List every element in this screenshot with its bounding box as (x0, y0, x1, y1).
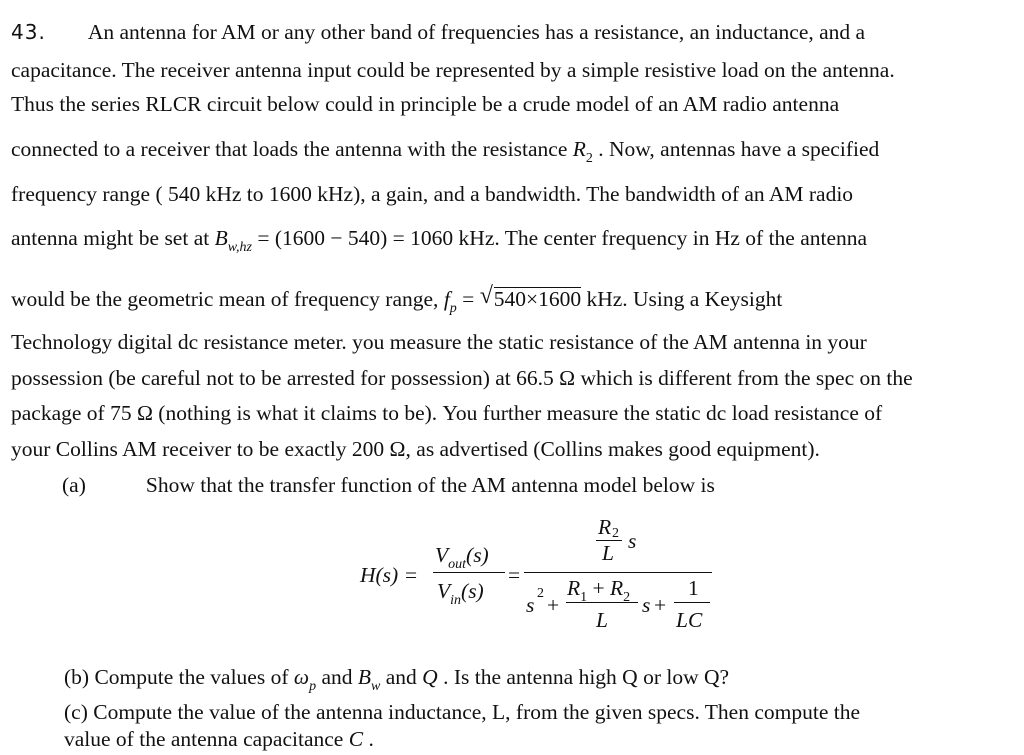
part-a: (a) Show that the transfer function of the AM antenna model below is (62, 473, 715, 497)
var-bw: B (214, 226, 228, 250)
vout: $V_{out}(s)$ (435, 543, 489, 572)
sqrt-expression: √ 540×1600 (479, 283, 582, 311)
formula-lhs: H(s) = (360, 563, 419, 587)
fraction-bar-main (524, 572, 712, 573)
part-a-label: (a) (62, 473, 86, 497)
var-fp: f (443, 287, 450, 311)
transfer-function-formula: H(s) = $V_{out}(s)$ $V_{in}(s)$ = R 2 L s s 2 + $R_1 + R_2$ L s + 1 LC (360, 515, 720, 640)
sqrt-icon: √ (479, 283, 493, 309)
paragraph-line-6: antenna might be set at $B_{w,hz} = (1600 - 540) = 1060$ kHz. The center frequency in Hz of the antenna (11, 226, 868, 255)
paragraph-line-9: possession (be careful not to be arrested for possession) at 66.5 Ω which is different from the spec on the (11, 366, 913, 390)
paragraph-line-1: 43. An antenna for AM or any other band of frequencies has a resistance, an inductance, and a (11, 20, 866, 44)
paragraph-line-5: frequency range ( 540 kHz to 1600 kHz), a gain, and a bandwidth. The bandwidth of an AM radio (11, 182, 854, 206)
part-c-line-1: (c) Compute the value of the antenna inductance, L, from the given specs. Then compute the (64, 700, 861, 724)
part-b: (b) Compute the values of $\omega_p$ and $B_w$ and Q . Is the antenna high Q or low Q? (64, 665, 730, 694)
problem-number: 43. (11, 20, 46, 44)
vin: $V_{in}(s)$ (437, 579, 484, 608)
paragraph-line-8: Technology digital dc resistance meter. you measure the static resistance of the AM antenna in your (11, 330, 867, 354)
paragraph-line-7: would be the geometric mean of frequency range, $f_p$ = √ 540×1600 kHz. Using a Keysight (11, 283, 783, 316)
paragraph-line-3: Thus the series RLCR circuit below could in principle be a crude model of an AM radio antenna (11, 92, 840, 116)
paragraph-line-10: package of 75 Ω (nothing is what it claims to be). You further measure the static dc load resistance of (11, 401, 883, 425)
fraction-bar-1 (433, 572, 505, 573)
paragraph-line-11: your Collins AM receiver to be exactly 200 Ω, as advertised (Collins makes good equipment). (11, 437, 820, 461)
part-c-line-2: value of the antenna capacitance C . (64, 727, 374, 751)
paragraph-line-2: capacitance. The receiver antenna input could be represented by a simple resistive load on the antenna. (11, 58, 895, 82)
var-r2: R (572, 137, 586, 161)
paragraph-line-4: connected to a receiver that loads the antenna with the resistance $R_2$ . Now, antennas have a specified (11, 137, 880, 166)
